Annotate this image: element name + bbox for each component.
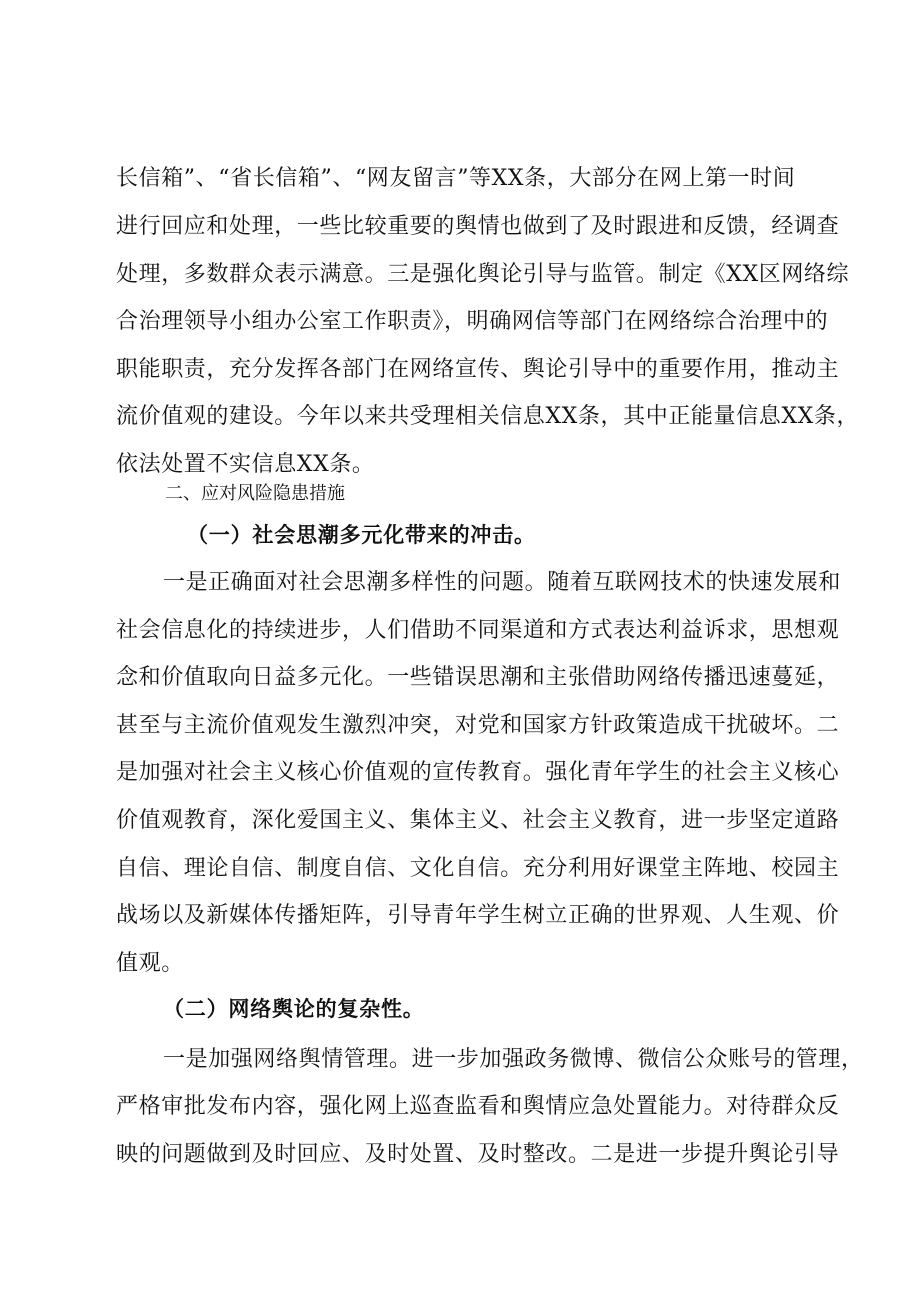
paragraph-line: 严格审批发布内容，强化网上巡查监看和舆情应急处置能力。对待群众反 (116, 1094, 840, 1119)
paragraph-line: 依法处置不实信息XX条。 (116, 452, 375, 477)
paragraph-line: 社会信息化的持续进步，人们借助不同渠道和方式表达利益诉求，思想观 (116, 618, 840, 643)
paragraph-line: 战场以及新媒体传播矩阵，引导青年学生树立正确的世界观、人生观、价 (116, 903, 840, 928)
paragraph-line: 念和价值取向日益多元化。一些错误思潮和主张借助网络传播迅速蔓延， (116, 665, 840, 690)
paragraph-line: 一是正确面对社会思潮多样性的问题。随着互联网技术的快速发展和 (163, 570, 842, 595)
paragraph-line: 进行回应和处理，一些比较重要的舆情也做到了及时跟进和反馈，经调查 (116, 214, 840, 239)
paragraph-line: 职能职责，充分发挥各部门在网络宣传、舆论引导中的重要作用，推动主 (116, 357, 840, 382)
paragraph-line: 映的问题做到及时回应、及时处置、及时整改。二是进一步提升舆论引导 (116, 1142, 840, 1167)
paragraph-line: 自信、理论自信、制度自信、文化自信。充分利用好课堂主阵地、校园主 (116, 856, 840, 881)
section-heading: 二、应对风险隐患措施 (165, 483, 345, 504)
paragraph-line: 甚至与主流价值观发生激烈冲突，对党和国家方针政策造成干扰破坏。二 (116, 713, 840, 738)
paragraph-line: 长信箱”、“省长信箱”、“网友留言”等XX条，大部分在网上第一时间 (116, 166, 796, 191)
subsection-heading: （二）网络舆论的复杂性。 (163, 997, 425, 1021)
subsection-heading: （一）社会思潮多元化带来的冲击。 (187, 523, 536, 547)
paragraph-line: 是加强对社会主义核心价值观的宣传教育。强化青年学生的社会主义核心 (116, 760, 840, 785)
paragraph-line: 价值观教育，深化爱国主义、集体主义、社会主义教育，进一步坚定道路 (116, 808, 840, 833)
paragraph-line: 一是加强网络舆情管理。进一步加强政务微博、微信公众账号的管理， (163, 1047, 864, 1072)
paragraph-line: 值观。 (116, 951, 184, 976)
paragraph-line: 合治理领导小组办公室工作职责》，明确网信等部门在网络综合治理中的 (116, 309, 829, 334)
paragraph-line: 流价值观的建设。今年以来共受理相关信息XX条，其中正能量信息XX条， (116, 404, 860, 429)
paragraph-line: 处理，多数群众表示满意。三是强化舆论引导与监管。制定《XX区网络综 (116, 262, 850, 287)
